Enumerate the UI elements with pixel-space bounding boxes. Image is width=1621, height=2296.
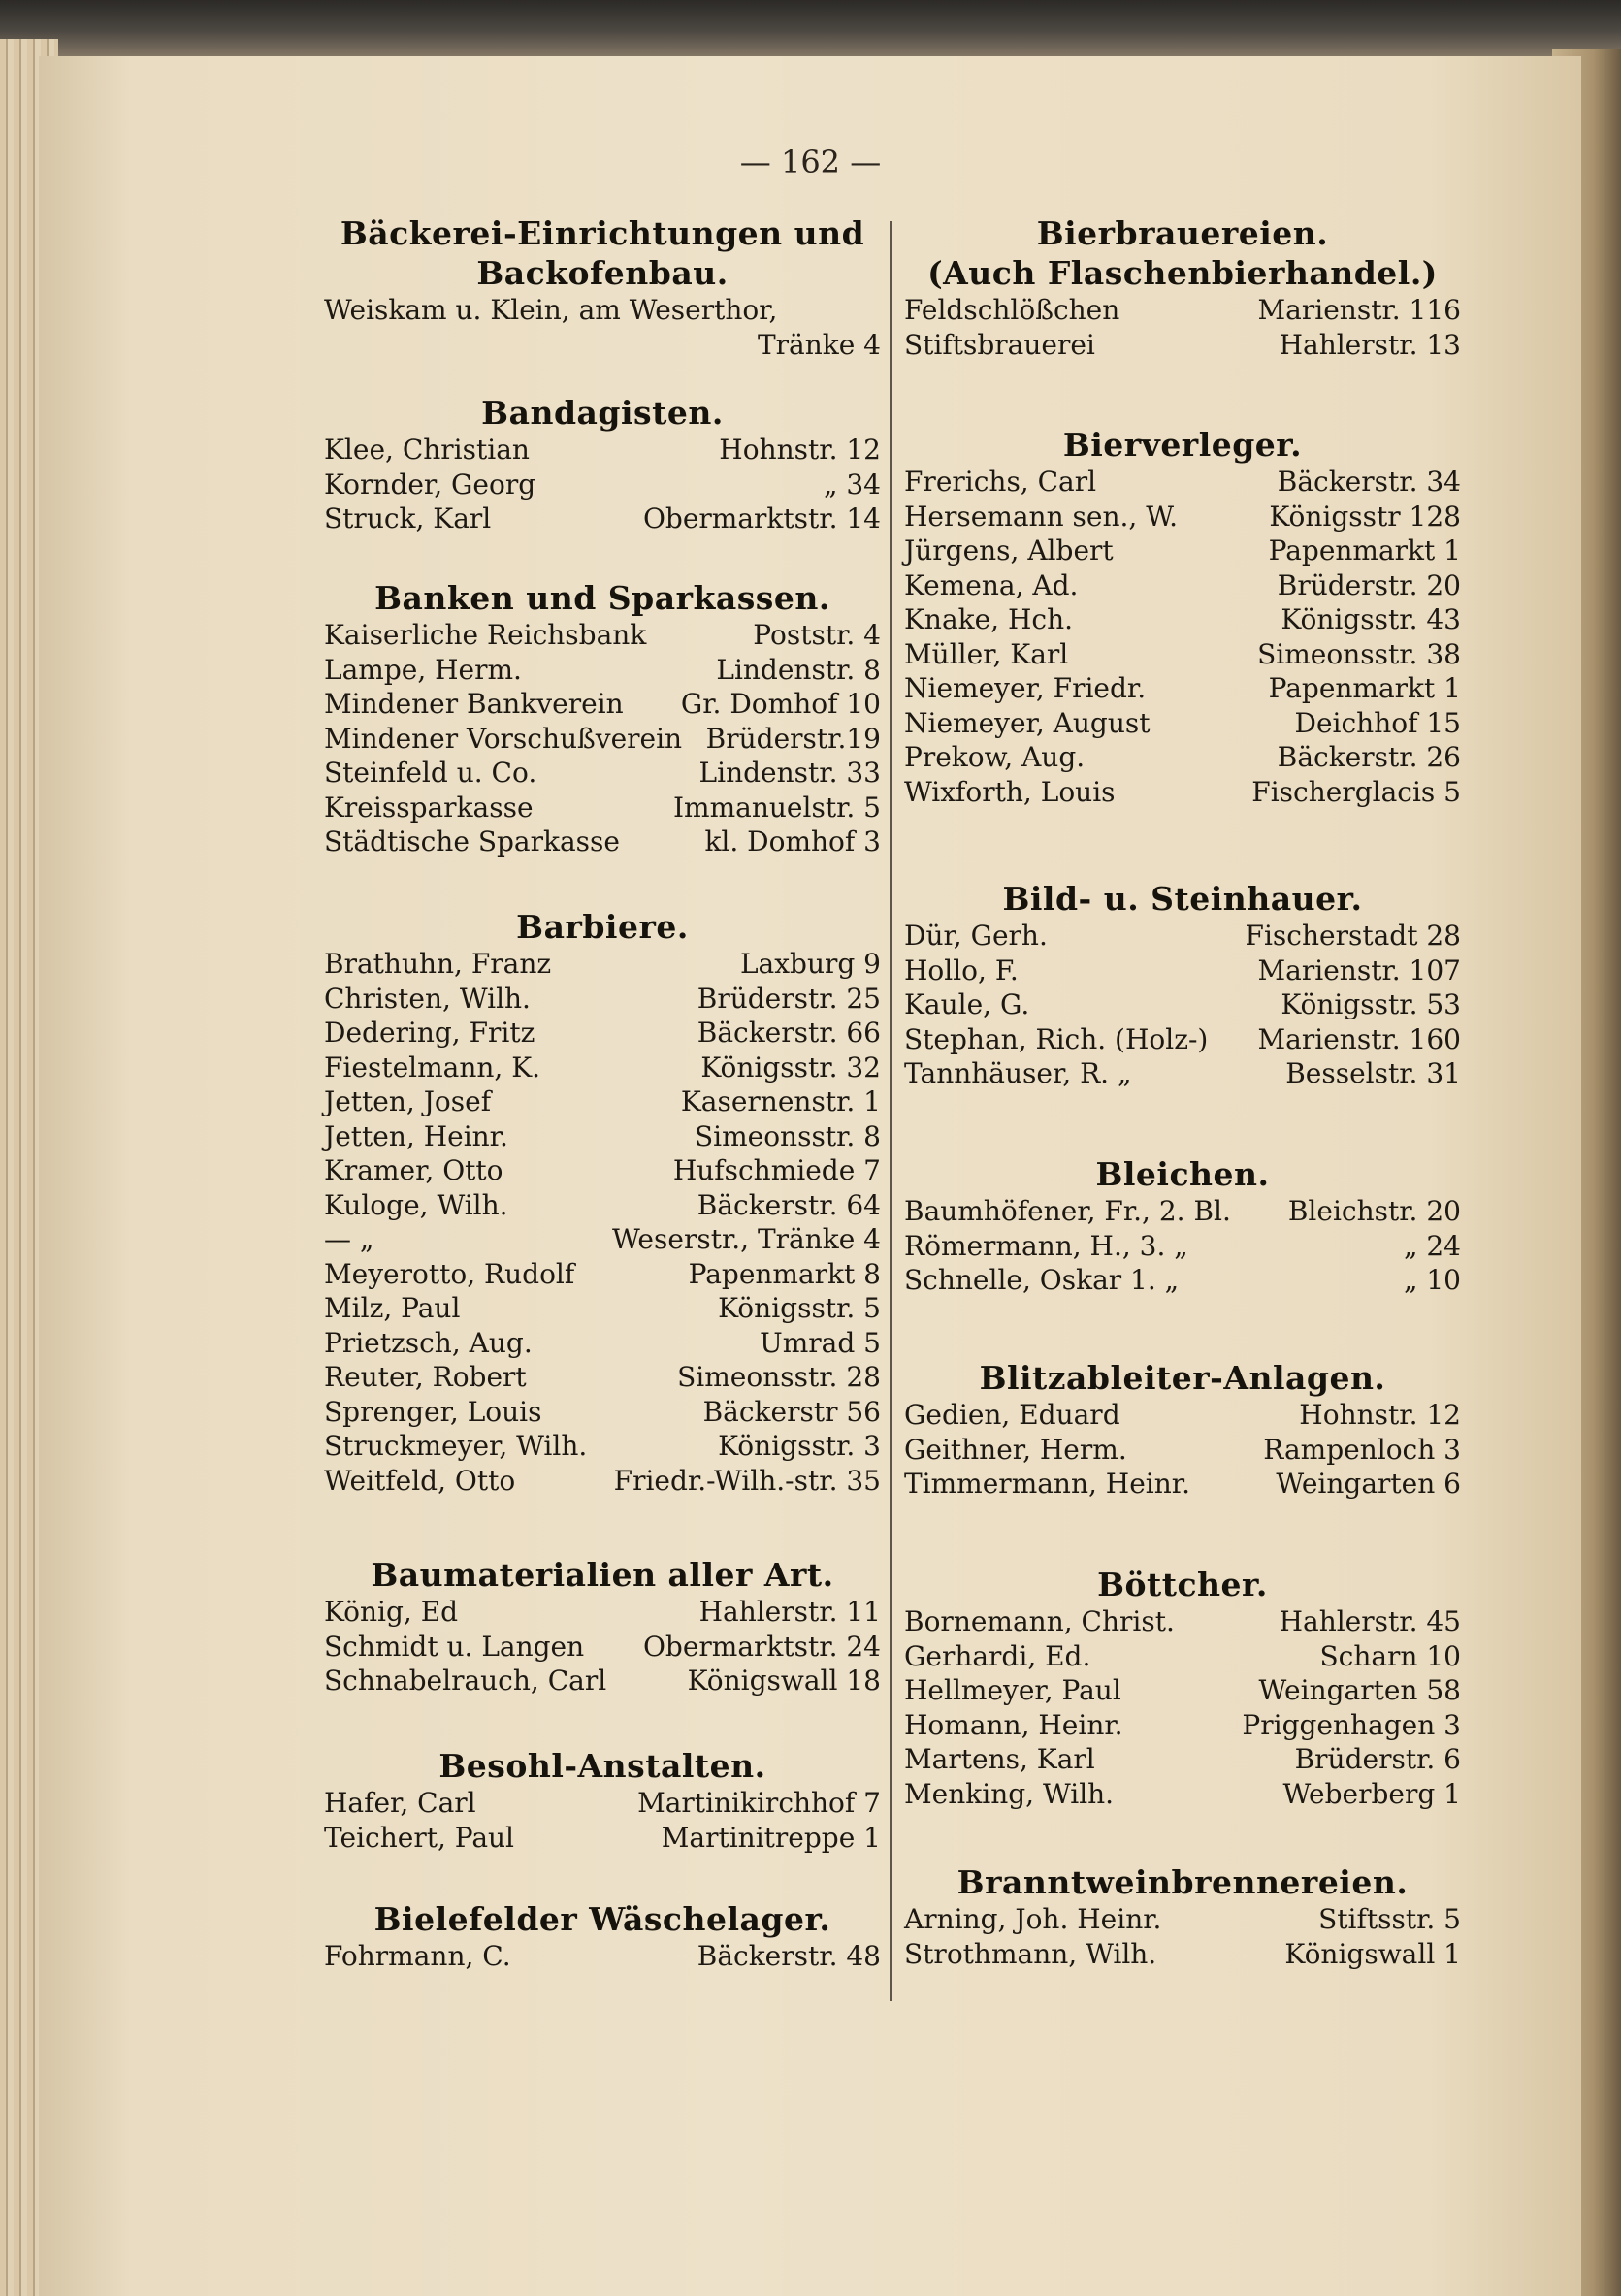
list-item <box>324 1084 881 1119</box>
entry-name: Brathuhn, Franz <box>324 948 552 980</box>
entry-address: Papenmarkt 1 <box>1268 672 1461 704</box>
entry-address: Lindenstr. 8 <box>716 653 881 686</box>
section-bildhauer <box>904 879 1461 1091</box>
entry-name: Strothmann, Wilh. <box>904 1937 1157 1970</box>
list-item <box>324 687 881 722</box>
list-item <box>904 1639 1461 1674</box>
entry-name: Bornemann, Christ. <box>904 1605 1175 1637</box>
entry-address: Deichhof 15 <box>1294 706 1461 739</box>
entry-address: Königsstr. 3 <box>718 1430 881 1462</box>
entry-name: Reuter, Robert <box>324 1361 527 1393</box>
entry-address: „ 24 <box>1403 1229 1461 1262</box>
entry-name: Homann, Heinr. <box>904 1708 1123 1741</box>
list-item <box>324 501 881 536</box>
entry-name: Weiskam u. Klein, am Weserthor, <box>324 294 778 326</box>
entry-address: Simeonsstr. 28 <box>677 1361 881 1393</box>
entry-address: Kasernenstr. 1 <box>680 1085 881 1117</box>
entry-address: Poststr. 4 <box>753 619 881 651</box>
column-divider <box>890 221 892 2001</box>
entry-list <box>904 1194 1461 1298</box>
entry-address: Papenmarkt 1 <box>1268 534 1461 566</box>
entry-list <box>324 1786 881 1855</box>
entry-address: Scharn 10 <box>1319 1639 1461 1672</box>
entry-name: Städtische Sparkasse <box>324 825 620 857</box>
entry-name: Klee, Christian <box>324 434 530 466</box>
entry-address: Königsstr. 5 <box>718 1292 881 1324</box>
list-item <box>324 1821 881 1856</box>
entry-list <box>904 1604 1461 1811</box>
list-item <box>904 500 1461 534</box>
entry-name: Milz, Paul <box>324 1292 461 1324</box>
list-item <box>324 1595 881 1630</box>
list-item <box>324 293 881 328</box>
section-besohl <box>324 1746 881 1855</box>
entry-address: Königsstr. 43 <box>1281 603 1461 635</box>
entry-address: Lindenstr. 33 <box>698 757 881 789</box>
section-branntwein <box>904 1862 1461 1971</box>
entry-name: Hersemann sen., W. <box>904 500 1178 533</box>
list-item <box>904 1229 1461 1264</box>
list-item <box>324 1119 881 1154</box>
list-item <box>904 1604 1461 1639</box>
entry-continuation: Tränke 4 <box>757 328 881 361</box>
entry-address: kl. Domhof 3 <box>704 825 881 857</box>
entry-address: Besselstr. 31 <box>1285 1057 1461 1089</box>
entry-list <box>324 433 881 536</box>
entry-name: Arning, Joh. Heinr. <box>904 1903 1162 1935</box>
entry-name: Struckmeyer, Wilh. <box>324 1430 588 1462</box>
section-title: Baumaterialien aller Art. <box>371 1556 834 1594</box>
list-item <box>904 1433 1461 1468</box>
entry-name: — „ <box>324 1223 374 1255</box>
list-item <box>904 637 1461 672</box>
section-title: Barbiere. <box>516 908 689 946</box>
entry-list <box>904 919 1461 1091</box>
entry-address: Priggenhagen 3 <box>1242 1708 1461 1741</box>
section-baumaterialien <box>324 1555 881 1698</box>
list-item <box>324 653 881 688</box>
entry-address: Bäckerstr. 26 <box>1277 741 1461 773</box>
entry-name: Schnelle, Oskar 1. „ <box>904 1264 1180 1296</box>
entry-address: Brüderstr. 6 <box>1294 1743 1461 1775</box>
list-item <box>904 954 1461 988</box>
entry-address: Bäckerstr. 48 <box>697 1940 881 1972</box>
entry-address: Bleichstr. 20 <box>1287 1195 1461 1227</box>
entry-name: Teichert, Paul <box>324 1821 515 1854</box>
entry-address: Rampenloch 3 <box>1263 1433 1461 1466</box>
page-number: — 162 — <box>739 144 882 180</box>
entry-name: Struck, Karl <box>324 502 492 534</box>
list-item <box>324 1326 881 1361</box>
entry-address: Königsstr. 53 <box>1281 988 1461 1020</box>
entry-address: Weingarten 6 <box>1276 1468 1461 1500</box>
list-item <box>324 1395 881 1430</box>
entry-address: Bäckerstr 56 <box>702 1395 881 1428</box>
section-blitzableiter <box>904 1358 1461 1502</box>
entry-name: Hafer, Carl <box>324 1787 476 1819</box>
entry-name: König, Ed <box>324 1596 459 1628</box>
entry-name: Martens, Karl <box>904 1743 1095 1775</box>
list-item <box>324 1153 881 1188</box>
entry-name: Steinfeld u. Co. <box>324 757 537 789</box>
entry-address: Bäckerstr. 34 <box>1277 466 1461 498</box>
entry-address: Martinitreppe 1 <box>661 1821 881 1854</box>
entry-name: Tannhäuser, R. „ <box>904 1057 1132 1089</box>
entry-name: Kramer, Otto <box>324 1154 503 1186</box>
list-item <box>324 1630 881 1665</box>
entry-name: Wixforth, Louis <box>904 775 1116 808</box>
entry-name: Gedien, Eduard <box>904 1399 1120 1431</box>
entry-address: Königsstr. 32 <box>700 1051 881 1083</box>
entry-address: Königswall 18 <box>687 1665 881 1697</box>
entry-address: Brüderstr. 25 <box>697 982 881 1015</box>
section-title: Bandagisten. <box>481 394 724 432</box>
section-barbiere <box>324 907 881 1498</box>
entry-address: Königsstr 128 <box>1269 500 1461 533</box>
section-banken <box>324 578 881 859</box>
list-item <box>904 602 1461 637</box>
section-title: Branntweinbrennereien. <box>956 1863 1409 1901</box>
list-item <box>904 1673 1461 1708</box>
list-item <box>904 1398 1461 1433</box>
list-item <box>324 722 881 757</box>
list-item <box>904 740 1461 775</box>
entry-address: Hohnstr. 12 <box>1299 1399 1461 1431</box>
list-item <box>324 1360 881 1395</box>
entry-address: Marienstr. 107 <box>1257 954 1461 986</box>
list-item <box>324 1291 881 1326</box>
entry-name: Hellmeyer, Paul <box>904 1674 1121 1706</box>
list-item <box>904 465 1461 500</box>
section-baeckerei <box>324 213 881 362</box>
entry-address: Weingarten 58 <box>1258 1674 1461 1706</box>
entry-name: Prekow, Aug. <box>904 741 1086 773</box>
entry-address: Brüderstr.19 <box>705 722 881 755</box>
list-item <box>324 1051 881 1085</box>
list-item <box>324 1429 881 1464</box>
list-item <box>904 1902 1461 1937</box>
list-item <box>324 756 881 791</box>
list-item <box>904 671 1461 706</box>
entry-address: Brüderstr. 20 <box>1277 568 1461 601</box>
entry-name: Römermann, H., 3. „ <box>904 1229 1188 1262</box>
list-item <box>324 1257 881 1292</box>
entry-address: Hufschmiede 7 <box>672 1154 881 1186</box>
entry-address: Hahlerstr. 11 <box>698 1596 881 1628</box>
list-item <box>324 1464 881 1499</box>
section-bierbrauereien <box>904 213 1461 362</box>
list-item <box>324 618 881 653</box>
entry-name: Meyerotto, Rudolf <box>324 1257 575 1290</box>
list-item <box>904 534 1461 568</box>
section-title: Banken und Sparkassen. <box>374 579 830 617</box>
entry-address: Gr. Domhof 10 <box>680 688 881 720</box>
list-item <box>904 775 1461 810</box>
list-item <box>324 1664 881 1698</box>
list-item <box>904 1742 1461 1777</box>
entry-name: Fiestelmann, K. <box>324 1051 541 1083</box>
section-title: Bäckerei-Einrichtungen und <box>340 214 865 252</box>
entry-address: Laxburg 9 <box>739 948 881 980</box>
section-subtitle: (Auch Flaschenbierhandel.) <box>927 254 1438 292</box>
entry-name: Timmermann, Heinr. <box>904 1468 1190 1500</box>
entry-name: Sprenger, Louis <box>324 1395 542 1428</box>
list-item <box>904 1194 1461 1229</box>
list-item <box>324 1188 881 1223</box>
entry-name: Fohrmann, C. <box>324 1940 511 1972</box>
entry-name: Baumhöfener, Fr., 2. Bl. <box>904 1195 1231 1227</box>
entry-name: Niemeyer, August <box>904 706 1151 739</box>
entry-address: „ 10 <box>1403 1264 1461 1296</box>
entry-address: Weserstr., Tränke 4 <box>611 1223 881 1255</box>
entry-address: Friedr.-Wilh.-str. 35 <box>613 1464 881 1497</box>
entry-address: Simeonsstr. 38 <box>1257 637 1461 670</box>
list-item <box>904 293 1461 328</box>
section-boettcher <box>904 1565 1461 1811</box>
list-item <box>324 468 881 502</box>
list-item <box>904 568 1461 603</box>
entry-address: Papenmarkt 8 <box>688 1257 881 1290</box>
entry-address: „ 34 <box>823 468 881 501</box>
entry-name: Stiftsbrauerei <box>904 328 1095 361</box>
entry-address: Marienstr. 116 <box>1257 294 1461 326</box>
entry-address: Marienstr. 160 <box>1257 1022 1461 1055</box>
list-item <box>904 987 1461 1022</box>
list-item <box>904 1022 1461 1057</box>
list-item <box>904 706 1461 741</box>
entry-address: Königswall 1 <box>1284 1937 1461 1970</box>
entry-list <box>324 947 881 1498</box>
entry-name: Mindener Vorschußverein <box>324 722 683 755</box>
list-item <box>324 982 881 1017</box>
list-item <box>324 1222 881 1257</box>
entry-name: Jürgens, Albert <box>904 534 1114 566</box>
entry-name: Dedering, Fritz <box>324 1017 535 1049</box>
section-title: Bielefelder Wäschelager. <box>373 1900 831 1938</box>
section-title: Bierbrauereien. <box>1036 214 1329 252</box>
list-item <box>904 1777 1461 1812</box>
list-item <box>904 1263 1461 1298</box>
entry-address: Obermarktstr. 24 <box>642 1630 881 1663</box>
section-title: Böttcher. <box>1097 1566 1268 1603</box>
entry-name: Geithner, Herm. <box>904 1433 1127 1466</box>
list-item <box>324 1016 881 1051</box>
list-item <box>324 791 881 825</box>
entry-list <box>324 1595 881 1698</box>
entry-name: Gerhardi, Ed. <box>904 1639 1091 1672</box>
entry-address: Hohnstr. 12 <box>719 434 881 466</box>
list-item <box>324 1939 881 1974</box>
entry-list <box>904 293 1461 362</box>
entry-address: Umrad 5 <box>760 1326 881 1359</box>
entry-name: Christen, Wilh. <box>324 982 531 1015</box>
list-item <box>324 1786 881 1821</box>
list-item <box>904 919 1461 954</box>
entry-address: Stiftsstr. 5 <box>1318 1903 1461 1935</box>
entry-list <box>324 1939 881 1974</box>
entry-name: Müller, Karl <box>904 637 1069 670</box>
entry-address: Fischerglacis 5 <box>1251 775 1461 808</box>
list-item <box>904 1056 1461 1091</box>
entry-name: Weitfeld, Otto <box>324 1464 516 1497</box>
entry-address: Obermarktstr. 14 <box>642 502 881 534</box>
entry-name: Kuloge, Wilh. <box>324 1188 508 1221</box>
entry-name: Jetten, Josef <box>324 1085 492 1117</box>
entry-address: Immanuelstr. 5 <box>673 791 881 824</box>
entry-list <box>904 465 1461 809</box>
entry-address: Bäckerstr. 64 <box>697 1188 881 1221</box>
list-item <box>904 1467 1461 1502</box>
entry-address: Fischerstadt 28 <box>1245 920 1461 952</box>
list-item <box>904 1937 1461 1972</box>
entry-name: Jetten, Heinr. <box>324 1119 508 1152</box>
section-title: Backofenbau. <box>476 254 729 292</box>
entry-name: Lampe, Herm. <box>324 653 522 686</box>
list-item <box>904 328 1461 363</box>
entry-name: Frerichs, Carl <box>904 466 1097 498</box>
section-title: Blitzableiter-Anlagen. <box>979 1359 1386 1397</box>
section-title: Bleichen. <box>1095 1155 1270 1193</box>
section-title: Bild- u. Steinhauer. <box>1002 880 1363 918</box>
entry-address: Martinikirchhof 7 <box>637 1787 881 1819</box>
entry-list <box>324 618 881 859</box>
entry-name: Kemena, Ad. <box>904 568 1079 601</box>
entry-address: Hahlerstr. 45 <box>1279 1605 1461 1637</box>
entry-list <box>904 1902 1461 1971</box>
section-bandagisten <box>324 393 881 536</box>
section-bierverleger <box>904 425 1461 809</box>
entry-name: Kaiserliche Reichsbank <box>324 619 647 651</box>
entry-name: Menking, Wilh. <box>904 1777 1115 1810</box>
entry-name: Kornder, Georg <box>324 468 536 501</box>
entry-name: Schmidt u. Langen <box>324 1630 585 1663</box>
entry-name: Stephan, Rich. (Holz-) <box>904 1022 1209 1055</box>
entry-name: Knake, Hch. <box>904 603 1074 635</box>
list-item <box>324 947 881 982</box>
section-bielefelder <box>324 1899 881 1974</box>
entry-address: Hahlerstr. 13 <box>1279 328 1461 361</box>
section-title: Bierverleger. <box>1062 426 1303 464</box>
entry-name: Kaule, G. <box>904 988 1030 1020</box>
entry-name: Feldschlößchen <box>904 294 1120 326</box>
entry-name: Schnabelrauch, Carl <box>324 1665 607 1697</box>
section-bleichen <box>904 1154 1461 1298</box>
section-title: Besohl-Anstalten. <box>438 1747 766 1785</box>
entry-name: Dür, Gerh. <box>904 920 1048 952</box>
entry-name: Niemeyer, Friedr. <box>904 672 1147 704</box>
entry-list <box>904 1398 1461 1502</box>
entry-address: Bäckerstr. 66 <box>697 1017 881 1049</box>
entry-address: Simeonsstr. 8 <box>694 1119 881 1152</box>
entry-name: Prietzsch, Aug. <box>324 1326 533 1359</box>
list-item <box>324 825 881 859</box>
entry-name: Mindener Bankverein <box>324 688 624 720</box>
entry-name: Kreissparkasse <box>324 791 534 824</box>
list-item <box>324 433 881 468</box>
list-item <box>904 1708 1461 1743</box>
book-spine-background <box>0 0 1621 60</box>
entry-address: Weberberg 1 <box>1282 1777 1461 1810</box>
entry-name: Hollo, F. <box>904 954 1019 986</box>
